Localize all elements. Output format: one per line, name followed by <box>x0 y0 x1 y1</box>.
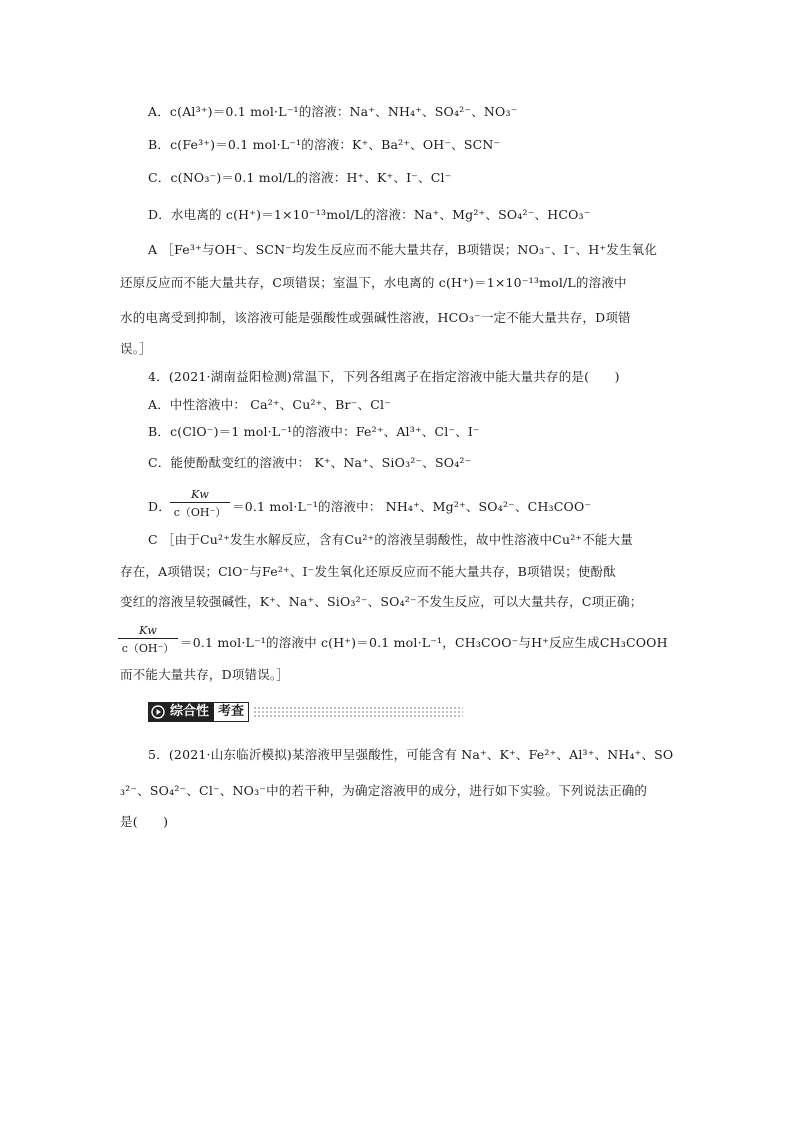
banner-tag: 考查 <box>213 702 249 722</box>
option-3c: C．c(NO₃⁻)＝0.1 mol/L的溶液：H⁺、K⁺、I⁻、Cl⁻ <box>148 170 452 185</box>
banner-dot-pattern <box>253 706 463 718</box>
answer-4-line2: 存在，A项错误；ClO⁻与Fe²⁺、I⁻发生氧化还原反应而不能大量共存，B项错误；使酚酞 <box>120 564 616 579</box>
question-4-stem: 4．(2021·湖南益阳检测)常温下，下列各组离子在指定溶液中能大量共存的是( ) <box>148 369 620 384</box>
fraction-kw-over-oh-2 <box>118 624 178 656</box>
question-5-line3: 是( ) <box>120 814 169 829</box>
fraction-bar <box>170 502 230 503</box>
fraction-kw-over-oh <box>170 488 230 520</box>
answer-3-line3: 水的电离受到抑制，该溶液可能是强酸性或强碱性溶液，HCO₃⁻一定不能大量共存，D项错 <box>120 310 631 325</box>
fraction-denominator-2: c（OH⁻） <box>121 642 175 655</box>
section-banner <box>148 702 463 722</box>
option-4b: B．c(ClO⁻)＝1 mol·L⁻¹的溶液中：Fe²⁺、Al³⁺、Cl⁻、I⁻ <box>148 424 480 439</box>
fraction-denominator: c（OH⁻） <box>173 506 227 519</box>
option-4d-prefix: D． <box>148 499 171 514</box>
fraction-numerator: Kw <box>191 488 209 501</box>
answer-4-line5: 而不能大量共存，D项错误。］ <box>120 667 290 682</box>
play-icon <box>148 702 168 722</box>
answer-4-line3: 变红的溶液呈较强碱性，K⁺、Na⁺、SiO₃²⁻、SO₄²⁻不发生反应，可以大量共存，C项正确； <box>120 594 643 609</box>
option-3a: A．c(Al³⁺)＝0.1 mol·L⁻¹的溶液：Na⁺、NH₄⁺、SO₄²⁻、NO₃⁻ <box>148 104 518 119</box>
fraction-numerator-2: Kw <box>139 624 157 637</box>
banner-label: 综合性 <box>168 702 213 722</box>
fraction-bar-2 <box>118 638 178 639</box>
option-4a: A．中性溶液中： Ca²⁺、Cu²⁺、Br⁻、Cl⁻ <box>148 397 391 412</box>
answer-4-line4: ＝0.1 mol·L⁻¹的溶液中 c(H⁺)＝0.1 mol·L⁻¹，CH₃COO⁻与H⁺反应生成CH₃COOH <box>180 635 668 650</box>
option-3d: D．水电离的 c(H⁺)＝1×10⁻¹³mol/L的溶液：Na⁺、Mg²⁺、SO₄²⁻、HCO₃⁻ <box>148 207 591 222</box>
option-4c: C．能使酚酞变红的溶液中： K⁺、Na⁺、SiO₃²⁻、SO₄²⁻ <box>148 455 472 470</box>
question-5-line2: ₃²⁻、SO₄²⁻、Cl⁻、NO₃⁻中的若干种，为确定溶液甲的成分，进行如下实验。下列说法正确的 <box>120 783 648 798</box>
option-4d-body: ＝0.1 mol·L⁻¹的溶液中： NH₄⁺、Mg²⁺、SO₄²⁻、CH₃COO⁻ <box>232 499 592 514</box>
answer-3-line1: A ［Fe³⁺与OH⁻、SCN⁻均发生反应而不能大量共存，B项错误；NO₃⁻、I⁻、H⁺发生氧化 <box>148 242 658 257</box>
answer-3-line4: 误。］ <box>120 341 152 356</box>
question-5-line1: 5．(2021·山东临沂模拟)某溶液甲呈强酸性，可能含有 Na⁺、K⁺、Fe²⁺、Al³⁺、NH₄⁺、SO <box>148 747 674 762</box>
option-3b: B．c(Fe³⁺)＝0.1 mol·L⁻¹的溶液：K⁺、Ba²⁺、OH⁻、SCN⁻ <box>148 137 501 152</box>
answer-4-line1: C ［由于Cu²⁺发生水解反应，含有Cu²⁺的溶液呈弱酸性，故中性溶液中Cu²⁺不能大量 <box>148 532 634 547</box>
answer-3-line2: 还原反应而不能大量共存，C项错误；室温下，水电离的 c(H⁺)＝1×10⁻¹³mol/L的溶液中 <box>120 275 627 290</box>
